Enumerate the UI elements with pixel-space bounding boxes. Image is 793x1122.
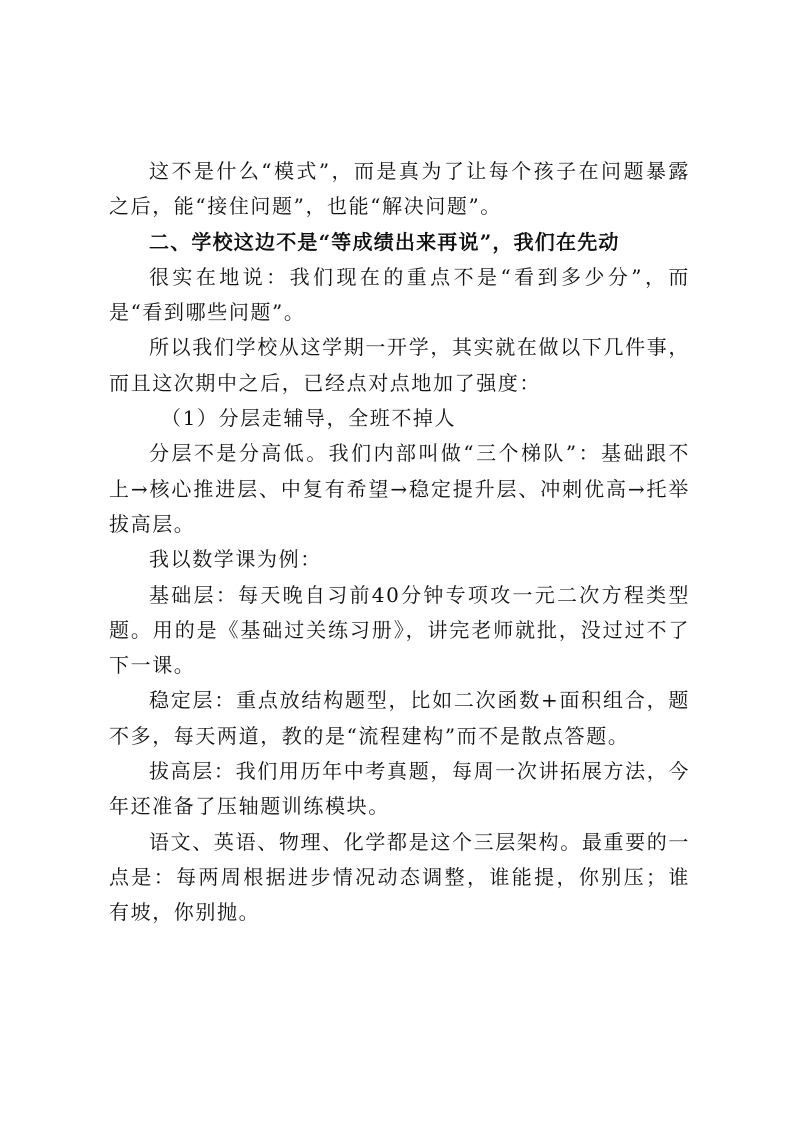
paragraph-body: 分层不是分高低。我们内部叫做“三个梯队”：基础跟不上→核心推进层、中复有希望→稳定提升层、冲刺优高→托举拔高层。 bbox=[109, 441, 690, 536]
subsection-title: （1）分层走辅导，全班不掉人 bbox=[161, 406, 457, 431]
paragraph-body: 我以数学课为例： bbox=[149, 547, 322, 572]
paragraph-body: 所以我们学校从这学期一开学，其实就在做以下几件事，而且这次期中之后，已经点对点地加了强度： bbox=[109, 335, 690, 395]
paragraph-body: 稳定层：重点放结构题型，比如二次函数+面积组合，题不多，每天两道，教的是“流程建构”而不是散点答题。 bbox=[109, 688, 690, 748]
paragraph-body: 很实在地说：我们现在的重点不是“看到多少分”，而是“看到哪些问题”。 bbox=[109, 264, 690, 325]
paragraph-body: 拔高层：我们用历年中考真题，每周一次讲拓展方法，今年还准备了压轴题训练模块。 bbox=[109, 759, 690, 819]
paragraph-body: 语文、英语、物理、化学都是这个三层架构。最重要的一点是：每两周根据进步情况动态调整，谁能提，你别压；谁有坡，你别抛。 bbox=[109, 829, 690, 925]
section-heading: 二、学校这边不是“等成绩出来再说”，我们在先动 bbox=[149, 229, 620, 254]
paragraph-body: 基础层：每天晚自习前40分钟专项攻一元二次方程类型题。用的是《基础过关练习册》，讲完老师就批，没过过不了下一课。 bbox=[109, 582, 690, 678]
paragraph-body: 这不是什么“模式”，而是真为了让每个孩子在问题暴露之后，能“接住问题”，也能“解决问题”。 bbox=[109, 159, 690, 219]
